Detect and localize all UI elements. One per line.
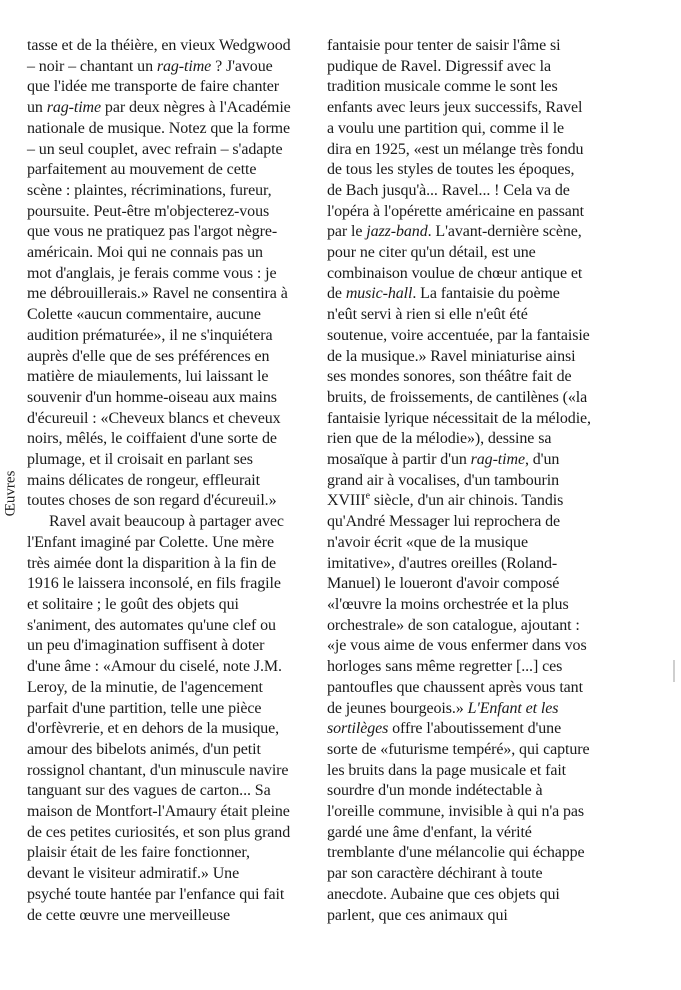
text-line: [327, 906, 670, 927]
text-line: [27, 823, 317, 844]
text-line: [327, 802, 670, 823]
text-segment: grand air à vocalises, d'un tambourin: [327, 471, 560, 489]
text-segment: tradition musicale comme le sont les: [327, 78, 558, 96]
text-line: [327, 678, 670, 699]
text-line: [27, 512, 317, 533]
text-line: [27, 243, 317, 264]
text-line: [327, 367, 670, 388]
text-line: [27, 491, 317, 512]
text-line: [327, 243, 670, 264]
text-segment: de jeunes bourgeois.»: [327, 699, 468, 717]
text-segment: orchestrale» de son catalogue, ajoutant :: [327, 616, 580, 634]
text-segment: enfants avec leurs jeux successifs, Ravel: [327, 99, 583, 117]
text-line: [27, 119, 317, 140]
text-segment: offre l'aboutissement d'une: [388, 720, 562, 738]
text-line: [27, 616, 317, 637]
text-line: [327, 616, 670, 637]
text-line: [327, 119, 670, 140]
text-segment: fantaisie lyrique nécessitait de la mélodie,: [327, 409, 591, 427]
text-segment: devant le visiteur admiratif.» Une: [27, 865, 240, 883]
text-line: [27, 388, 317, 409]
text-line: [27, 740, 317, 761]
text-segment: mains délicates de rongeur, effleurait: [27, 471, 260, 489]
text-line: [27, 347, 317, 368]
text-segment: XVIII: [327, 492, 366, 510]
text-segment: parfaitement au mouvement de cette: [27, 161, 257, 179]
text-line: [327, 533, 670, 554]
text-line: [27, 554, 317, 575]
text-segment: . La fantaisie du poème: [412, 285, 560, 303]
text-line: [27, 636, 317, 657]
text-segment: nationale de musique. Notez que la forme: [27, 119, 291, 137]
text-line: [27, 284, 317, 305]
text-line: [327, 595, 670, 616]
text-line: [327, 181, 670, 202]
text-segment: plumage, et il croisait en parlant ses: [27, 451, 253, 469]
text-segment: mosaïque à partir d'un: [327, 451, 471, 469]
text-line: [327, 264, 670, 285]
text-segment: d'orfèvrerie, et en dehors de la musique,: [27, 720, 280, 738]
text-line: [327, 98, 670, 119]
text-line: [27, 906, 317, 927]
text-segment: maison de Montfort-l'Amaury était pleine: [27, 803, 290, 821]
text-line: [27, 326, 317, 347]
text-line: [27, 450, 317, 471]
text-segment: gardé une âme d'enfant, la vérité: [327, 823, 532, 841]
text-line: [27, 181, 317, 202]
italic-text: rag-time: [470, 451, 525, 469]
text-segment: l'Enfant imaginé par Colette. Une mère: [27, 533, 274, 551]
italic-text: rag-time: [156, 57, 212, 75]
text-segment: tasse et de la théière, en vieux Wedgwood: [27, 37, 291, 54]
text-segment: tanguant sur des vagues de carton... Sa: [27, 782, 271, 800]
text-segment: l'oreille commune, invisible à qui n'a pas: [327, 803, 585, 821]
text-segment: imitative», d'autres oreilles (Roland-: [327, 554, 558, 572]
text-segment: mot d'anglais, je ferais comme vous : je: [27, 264, 277, 282]
text-line: [327, 222, 670, 243]
text-segment: de la musique.» Ravel miniaturise ainsi: [327, 347, 576, 365]
text-segment: «je vous aime de vous enfermer dans vos: [327, 637, 587, 655]
text-line: [327, 471, 670, 492]
text-segment: parlent, que ces animaux qui: [327, 906, 508, 924]
text-line: [27, 699, 317, 720]
text-segment: fantaisie pour tenter de saisir l'âme si: [327, 37, 561, 54]
text-line: [27, 533, 317, 554]
text-segment: américain. Moi qui ne connais pas un: [27, 244, 263, 262]
text-segment: psyché toute hantée par l'enfance qui fait: [27, 885, 285, 903]
text-segment: scène : plaintes, récriminations, fureur,: [27, 181, 272, 199]
text-segment: «l'œuvre la moins orchestrée et la plus: [327, 595, 569, 613]
text-segment: par son caractère déchirant à toute: [327, 865, 543, 883]
italic-text: jazz-band: [366, 223, 428, 241]
text-segment: rien que de la mélodie»), dessine sa: [327, 430, 552, 448]
italic-text: sortilèges: [327, 720, 389, 738]
text-line: [327, 781, 670, 802]
text-segment: Colette «aucun commentaire, aucune: [27, 306, 261, 324]
text-line: [27, 761, 317, 782]
text-segment: souvenir d'un homme-oiseau aux mains: [27, 388, 277, 406]
text-line: [327, 823, 670, 844]
text-line: [27, 678, 317, 699]
text-line: [27, 657, 317, 678]
text-segment: n'avoir écrit «que de la musique: [327, 533, 528, 551]
text-segment: anecdote. Aubaine que ces objets qui: [327, 885, 560, 903]
text-line: [27, 574, 317, 595]
text-segment: de tous les styles de toutes les époques,: [327, 161, 575, 179]
text-line: [327, 491, 670, 512]
text-segment: tremblante d'une mélancolie qui échappe: [327, 844, 585, 862]
text-segment: Manuel) le loueront d'avoir composé: [327, 575, 560, 593]
text-line: [327, 388, 670, 409]
text-line: [327, 284, 670, 305]
italic-text: L'Enfant et les: [467, 699, 559, 717]
text-segment: me débrouillerais.» Ravel ne consentira à: [27, 285, 288, 303]
text-line: [327, 885, 670, 906]
italic-text: rag-time: [46, 99, 102, 117]
text-segment: soutenue, voire accentuée, par la fantaisie: [327, 326, 590, 344]
text-line: [327, 843, 670, 864]
text-line: [27, 409, 317, 430]
text-segment: par deux nègres à l'Académie: [101, 99, 291, 117]
text-line: [27, 36, 317, 57]
text-segment: combinaison voulue de chœur antique et: [327, 264, 583, 282]
text-line: [327, 719, 670, 740]
text-line: [327, 761, 670, 782]
text-segment: les bruits dans la page musicale et fait: [327, 761, 567, 779]
text-segment: parfait d'une partition, telle une pièce: [27, 699, 262, 717]
text-line: [327, 657, 670, 678]
text-segment: siècle, d'un air chinois. Tandis: [369, 492, 564, 510]
text-line: [327, 450, 670, 471]
text-line: [327, 202, 670, 223]
text-segment: par le: [327, 223, 367, 241]
text-line: [27, 864, 317, 885]
text-line: [327, 512, 670, 533]
text-line: [327, 699, 670, 720]
text-line: [27, 57, 317, 78]
side-section-label: Œuvres: [2, 470, 19, 517]
right-text-column: [327, 36, 670, 926]
text-segment: et solitaire ; le goût des objets qui: [27, 595, 239, 613]
text-segment: ses mondes sonores, son théâtre fait de: [327, 368, 572, 386]
text-line: [27, 77, 317, 98]
text-segment: toutes choses de son regard d'écureuil.»: [27, 492, 277, 510]
text-segment: de ces petites curiosités, et son plus grand: [27, 823, 291, 841]
text-segment: d'écureuil : «Cheveux blancs et cheveux: [27, 409, 281, 427]
text-line: [27, 160, 317, 181]
text-segment: rossignol chantant, d'un minuscule navire: [27, 761, 289, 779]
text-line: [327, 409, 670, 430]
italic-text: music-hall: [345, 285, 413, 303]
text-line: [327, 326, 670, 347]
text-segment: pour ne citer qu'un détail, est une: [327, 244, 536, 262]
text-line: [327, 864, 670, 885]
text-segment: sourdre d'un monde indétectable à: [327, 782, 543, 800]
text-line: [27, 264, 317, 285]
text-line: [27, 98, 317, 119]
text-segment: , d'un: [524, 451, 560, 469]
text-segment: ? J'avoue: [211, 57, 273, 75]
text-segment: pantoufles que chaussent après vous tant: [327, 678, 583, 696]
text-segment: a voulu une partition qui, comme il le: [327, 119, 565, 137]
text-segment: audition prématurée», il ne s'inquiétera: [27, 326, 273, 344]
text-segment: poursuite. Peut-être m'objecterez-vous: [27, 202, 270, 220]
text-segment: horloges sans même regretter [...] ces: [327, 658, 563, 676]
text-line: [327, 636, 670, 657]
text-segment: noirs, mêlés, le coiffaient d'une sorte de: [27, 430, 277, 448]
text-segment: – noir – chantant un: [27, 57, 157, 75]
text-segment: . L'avant-dernière scène,: [427, 223, 582, 241]
text-line: [327, 740, 670, 761]
text-line: [27, 595, 317, 616]
text-segment: amour des bibelots animés, d'un petit: [27, 740, 261, 758]
text-segment: sorte de «futurisme tempéré», qui capture: [327, 740, 590, 758]
text-line: [327, 574, 670, 595]
text-line: [27, 140, 317, 161]
text-segment: pudique de Ravel. Digressif avec la: [327, 57, 551, 75]
text-line: [327, 57, 670, 78]
text-line: [27, 471, 317, 492]
text-segment: matière de miaulements, lui laissant le: [27, 368, 269, 386]
text-line: [327, 36, 670, 57]
text-segment: auprès d'elle que de ses préférences en: [27, 347, 270, 365]
text-line: [327, 429, 670, 450]
text-line: [327, 305, 670, 326]
text-line: [27, 202, 317, 223]
text-segment: de cette œuvre une merveilleuse: [27, 906, 231, 924]
text-segment: de Bach jusqu'à... Ravel... ! Cela va de: [327, 181, 570, 199]
superscript-text: e: [365, 491, 370, 503]
text-line: [27, 429, 317, 450]
text-line: [327, 160, 670, 181]
text-line: [27, 222, 317, 243]
page-edge-mark: [673, 660, 675, 682]
text-segment: de: [327, 285, 346, 303]
text-line: [27, 781, 317, 802]
text-segment: bruits, de froissements, de cantilènes («la: [327, 388, 588, 406]
text-segment: s'animent, des automates qu'une clef ou: [27, 616, 276, 634]
text-segment: Leroy, de la minutie, de l'agencement: [27, 678, 263, 696]
text-line: [327, 77, 670, 98]
text-segment: d'une âme : «Amour du ciselé, note J.M.: [27, 658, 282, 676]
text-segment: dira en 1925, «est un mélange très fondu: [327, 140, 584, 158]
text-line: [27, 885, 317, 906]
text-line: [327, 347, 670, 368]
text-line: [27, 843, 317, 864]
text-segment: – un seul couplet, avec refrain – s'adapte: [27, 140, 283, 158]
left-text-column: [27, 36, 317, 926]
text-line: [27, 719, 317, 740]
text-segment: un: [27, 99, 47, 117]
text-segment: 1916 le laissera inconsolé, en fils fragile: [27, 575, 281, 593]
text-line: [27, 305, 317, 326]
text-line: [327, 554, 670, 575]
text-segment: n'eût servi à rien si elle n'eût été: [327, 306, 528, 324]
text-segment: que l'idée me transporte de faire chanter: [27, 78, 279, 96]
text-segment: très aimée dont la disparition à la fin de: [27, 554, 277, 572]
text-line: [27, 367, 317, 388]
text-line: [327, 140, 670, 161]
text-segment: plaisir était de les faire fonctionner,: [27, 844, 250, 862]
text-line: [27, 802, 317, 823]
text-segment: qu'André Messager lui reprochera de: [327, 513, 561, 531]
text-segment: Ravel avait beaucoup à partager avec: [49, 513, 284, 531]
text-segment: que vous ne pratiquez pas l'argot nègre-: [27, 223, 278, 241]
text-segment: un peu d'imagination suffisent à doter: [27, 637, 265, 655]
text-segment: l'opéra à l'opérette américaine en passant: [327, 202, 584, 220]
